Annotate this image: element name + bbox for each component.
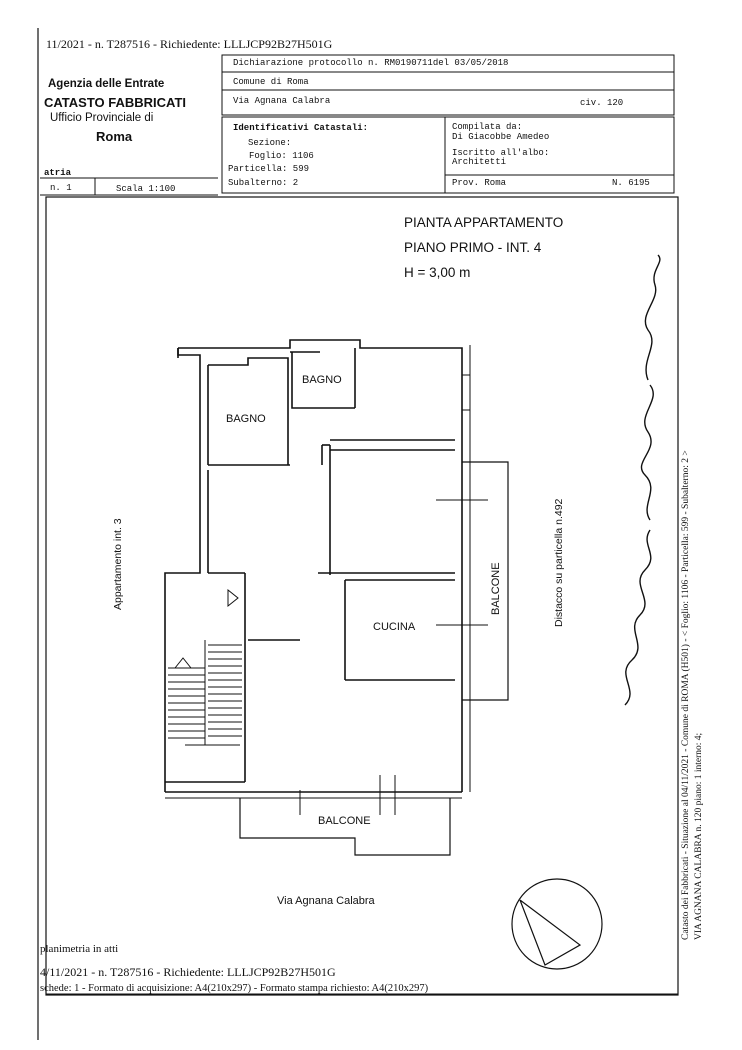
dichiarazione-protocollo: Dichiarazione protocollo n. RM0190711del 03/05/2018 bbox=[233, 58, 509, 68]
scheda-number: n. 1 bbox=[50, 183, 72, 193]
registration-number: N. 6195 bbox=[612, 178, 650, 188]
room-label-bagno-left: BAGNO bbox=[226, 413, 266, 425]
iscritto-value: Architetti bbox=[452, 157, 507, 167]
distacco-label: Distacco su particella n.492 bbox=[553, 498, 565, 627]
ident-title: Identificativi Catastali: bbox=[233, 123, 369, 133]
comune-label: Comune di Roma bbox=[233, 77, 309, 87]
address-label: Via Agnana Calabra bbox=[233, 96, 331, 106]
request-line-bottom: 4/11/2021 - n. T287516 - Richiedente: LLLJCP92B27H501G bbox=[40, 965, 336, 979]
balcone-side-label: BALCONE bbox=[490, 562, 502, 615]
request-line-top: 11/2021 - n. T287516 - Richiedente: LLLJCP92B27H501G bbox=[46, 37, 333, 51]
plan-height: H = 3,00 m bbox=[404, 265, 471, 280]
room-label-cucina: CUCINA bbox=[373, 621, 416, 633]
particella-label: Particella: 599 bbox=[228, 164, 310, 174]
foglio-label: Foglio: 1106 bbox=[249, 151, 314, 161]
plan-floor: PIANO PRIMO - INT. 4 bbox=[404, 240, 542, 255]
iscritto-label: Iscritto all'albo: bbox=[452, 148, 550, 158]
compilata-name: Di Giacobbe Amedeo bbox=[452, 132, 550, 142]
sezione-label: Sezione: bbox=[248, 138, 292, 148]
formato-line: schede: 1 - Formato di acquisizione: A4(210x297) - Formato stampa richiesto: A4(210x297) bbox=[40, 983, 429, 994]
room-label-bagno-top: BAGNO bbox=[302, 374, 342, 386]
signature bbox=[625, 255, 660, 705]
appartamento-label: Appartamento int. 3 bbox=[112, 518, 124, 610]
side-catasto-line: Catasto dei Fabbricati - Situazione al 04/11/2021 - Comune di ROMA (H501) - < Foglio: 1106 - Particella: 599 - Subalterno: 2 > bbox=[681, 450, 691, 940]
subalterno-label: Subalterno: 2 bbox=[228, 178, 299, 188]
scale-label: Scala 1:100 bbox=[116, 184, 176, 194]
agency-name: Agenzia delle Entrate bbox=[48, 78, 165, 90]
north-arrow bbox=[512, 879, 602, 969]
side-address-line: VIA AGNANA CALABRA n. 120 piano: 1 interno: 4; bbox=[694, 732, 704, 940]
plan-title: PIANTA APPARTAMENTO bbox=[404, 215, 564, 230]
province-label: Prov. Roma bbox=[452, 178, 507, 188]
compilata-label: Compilata da: bbox=[452, 122, 523, 132]
office-label: Ufficio Provinciale di bbox=[50, 112, 154, 124]
civic-number: civ. 120 bbox=[580, 98, 624, 108]
catasto-title: CATASTO FABBRICATI bbox=[44, 95, 187, 110]
scheda-label: atria bbox=[44, 168, 72, 178]
planimetria-note: planimetria in atti bbox=[40, 943, 119, 955]
balcone-bottom-label: BALCONE bbox=[318, 815, 371, 827]
street-label: Via Agnana Calabra bbox=[277, 895, 375, 907]
office-city: Roma bbox=[96, 129, 133, 144]
